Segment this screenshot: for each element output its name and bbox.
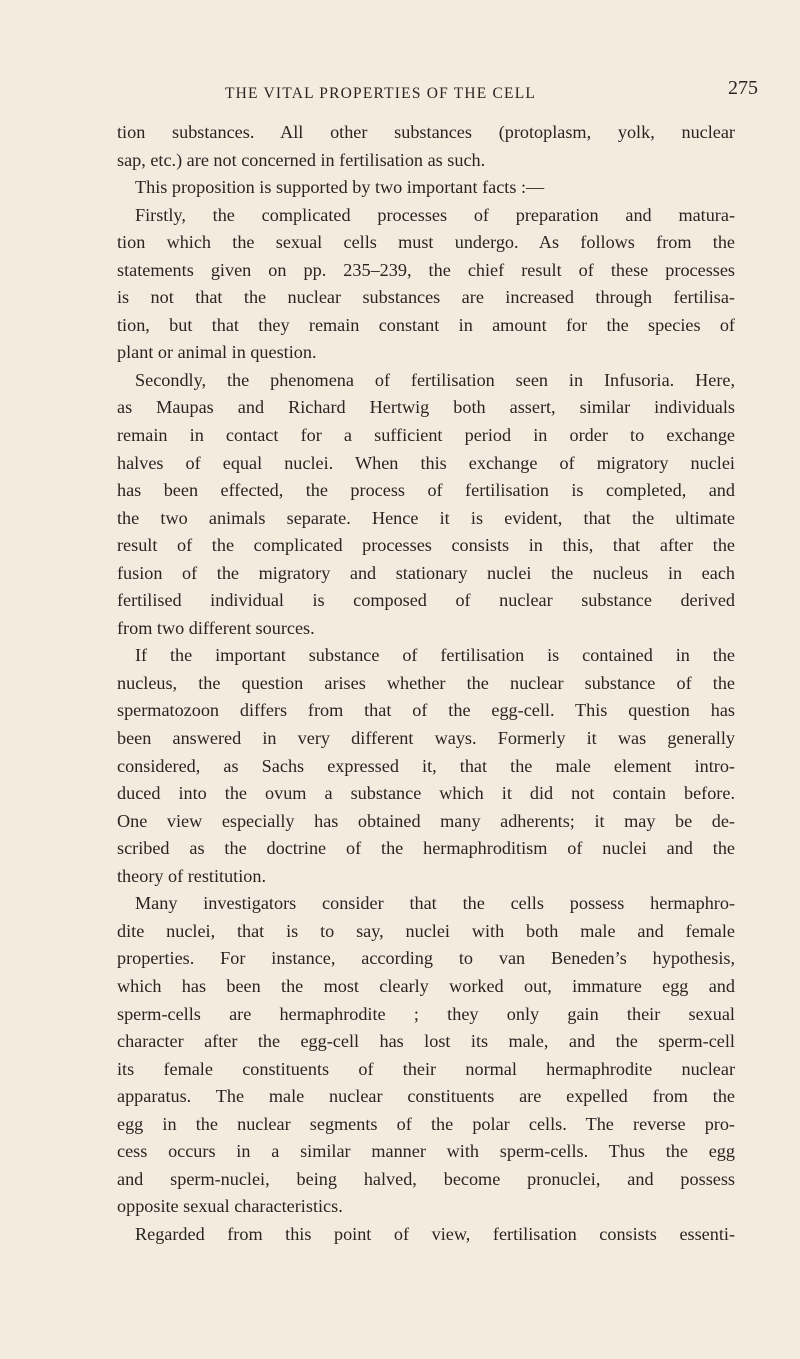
text-line: result of the complicated processes consists in this, that after the — [117, 535, 735, 556]
text-line: tion, but that they remain constant in amount for the species of — [117, 314, 735, 335]
text-line: has been effected, the process of fertilisation is completed, and — [117, 480, 735, 501]
text-line: Many investigators consider that the cells possess hermaphro- — [135, 893, 735, 914]
text-line: duced into the ovum a substance which it did not contain before. — [117, 783, 735, 804]
text-line: dite nuclei, that is to say, nuclei with both male and female — [117, 920, 735, 941]
text-line: been answered in very different ways. Formerly it was generally — [117, 728, 735, 749]
page-number: 275 — [728, 77, 758, 99]
text-line: nucleus, the question arises whether the nuclear substance of the — [117, 672, 735, 693]
text-line: properties. For instance, according to van Beneden’s hypothesis, — [117, 948, 735, 969]
text-line: Secondly, the phenomena of fertilisation seen in Infusoria. Here, — [135, 369, 735, 390]
text-line: as Maupas and Richard Hertwig both assert, similar individuals — [117, 397, 735, 418]
text-line: tion which the sexual cells must undergo. As follows from the — [117, 232, 735, 253]
text-line: sap, etc.) are not concerned in fertilisation as such. — [117, 149, 486, 170]
page-header — [0, 77, 800, 111]
text-line: This proposition is supported by two important facts :— — [135, 177, 545, 198]
text-line: statements given on pp. 235–239, the chief result of these processes — [117, 259, 735, 280]
text-line: its female constituents of their normal hermaphrodite nuclear — [117, 1058, 735, 1079]
text-line: which has been the most clearly worked out, immature egg and — [117, 975, 735, 996]
text-line: considered, as Sachs expressed it, that the male element intro- — [117, 755, 735, 776]
text-line: theory of restitution. — [117, 865, 267, 886]
text-line: spermatozoon differs from that of the egg-cell. This question has — [117, 700, 735, 721]
running-head: THE VITAL PROPERTIES OF THE CELL — [225, 85, 537, 102]
text-line: opposite sexual characteristics. — [117, 1196, 343, 1217]
text-line: scribed as the doctrine of the hermaphroditism of nuclei and the — [117, 838, 735, 859]
text-line: halves of equal nuclei. When this exchange of migratory nuclei — [117, 452, 735, 473]
text-line: egg in the nuclear segments of the polar cells. The reverse pro- — [117, 1113, 735, 1134]
text-line: the two animals separate. Hence it is evident, that the ultimate — [117, 507, 735, 528]
text-line: Firstly, the complicated processes of preparation and matura- — [135, 204, 735, 225]
text-line: cess occurs in a similar manner with sperm-cells. Thus the egg — [117, 1141, 735, 1162]
body-text — [117, 119, 735, 1248]
text-line: sperm-cells are hermaphrodite ; they only gain their sexual — [117, 1003, 735, 1024]
text-line: apparatus. The male nuclear constituents are expelled from the — [117, 1086, 735, 1107]
text-line: character after the egg-cell has lost its male, and the sperm-cell — [117, 1031, 735, 1052]
text-line: If the important substance of fertilisation is contained in the — [135, 645, 735, 666]
text-line: from two different sources. — [117, 617, 315, 638]
text-line: and sperm-nuclei, being halved, become pronuclei, and possess — [117, 1168, 735, 1189]
text-line: Regarded from this point of view, fertilisation consists essenti- — [135, 1223, 735, 1244]
text-line: One view especially has obtained many adherents; it may be de- — [117, 810, 735, 831]
text-line: is not that the nuclear substances are increased through fertilisa- — [117, 287, 735, 308]
text-line: fusion of the migratory and stationary nuclei the nucleus in each — [117, 562, 735, 583]
text-line: tion substances. All other substances (protoplasm, yolk, nuclear — [117, 122, 735, 142]
text-line: remain in contact for a sufficient period in order to exchange — [117, 425, 735, 446]
text-line: fertilised individual is composed of nuclear substance derived — [117, 590, 735, 611]
text-line: plant or animal in question. — [117, 342, 317, 363]
